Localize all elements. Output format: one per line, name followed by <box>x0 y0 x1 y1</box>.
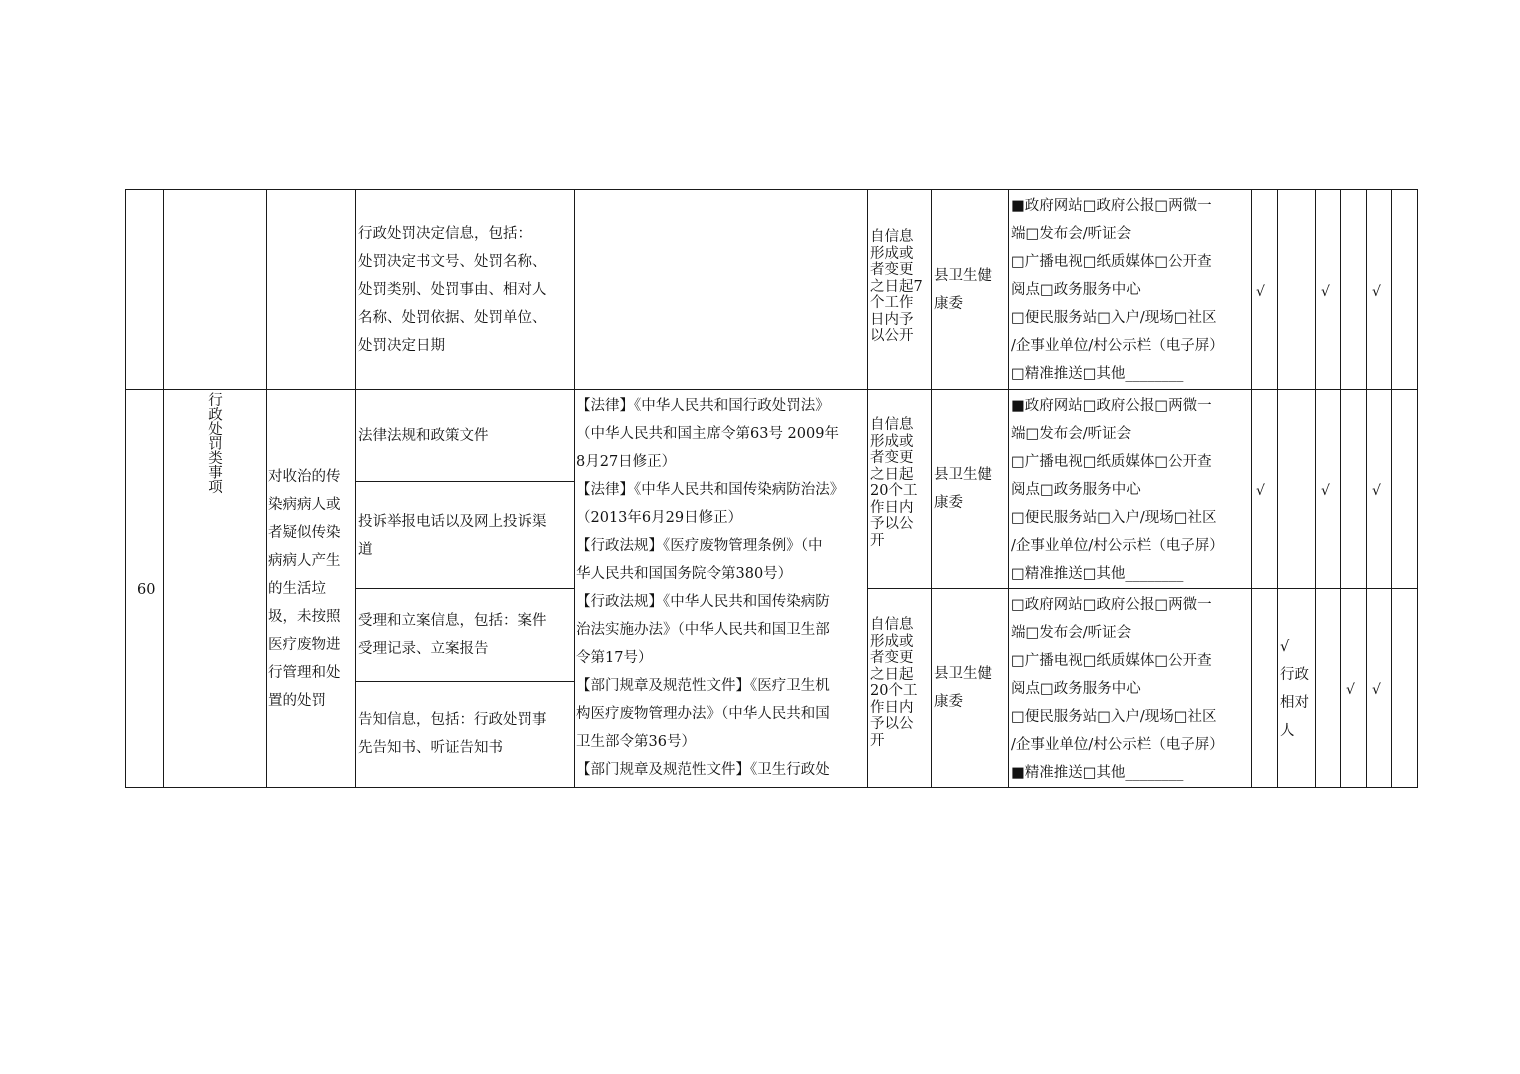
col-line <box>1315 189 1316 788</box>
disclosure-content: 行政处罚决定信息，包括： 处罚决定书文号、处罚名称、 处罚类别、处罚事由、相对人 名称、处罚依据、处罚单位、 处罚决定日期 <box>358 226 547 354</box>
table-border-top <box>125 189 1418 190</box>
check-mark: √ <box>1321 284 1330 300</box>
col-line <box>1008 189 1009 788</box>
row-divider <box>125 389 1418 390</box>
check-mark: √ <box>1372 682 1381 698</box>
check-mark: √ <box>1256 483 1265 499</box>
disclosure-channel: □政府网站□政府公报□两微一 端□发布会/听证会 □广播电视□纸质媒体□公开查 阅点□政务服务中心 □便民服务站□入户/现场□社区 /企事业单位/村公示栏（电子屏） ■精准推送□其他________ <box>1011 597 1224 781</box>
disclosure-scope: √ 行政 相对 人 <box>1280 639 1309 739</box>
disclosure-content: 告知信息，包括：行政处罚事 先告知书、听证告知书 <box>358 712 547 756</box>
subrow-divider <box>355 481 574 482</box>
check-mark: √ <box>1346 682 1355 698</box>
check-mark: √ <box>1321 483 1330 499</box>
check-mark: √ <box>1372 483 1381 499</box>
disclosure-channel: ■政府网站□政府公报□两微一 端□发布会/听证会 □广播电视□纸质媒体□公开查 阅点□政务服务中心 □便民服务站□入户/现场□社区 /企事业单位/村公示栏（电子屏） □精准推送□其他________ <box>1011 398 1224 582</box>
disclosure-content: 法律法规和政策文件 <box>358 428 489 444</box>
item-name: 对收治的传 染病病人或 者疑似传染 病病人产生 的生活垃 圾，未按照 医疗废物进 行管理和处 置的处罚 <box>268 469 341 709</box>
table-border-bottom <box>125 787 1418 788</box>
disclosure-subject: 县卫生健 康委 <box>934 666 992 710</box>
subrow-divider <box>355 681 574 682</box>
item-category: 行政处罚类事项 <box>206 392 222 494</box>
subrow-divider <box>867 588 1418 589</box>
disclosure-subject: 县卫生健 康委 <box>934 467 992 511</box>
subrow-divider <box>355 588 574 589</box>
table-border-right <box>1417 189 1418 788</box>
disclosure-channel: ■政府网站□政府公报□两微一 端□发布会/听证会 □广播电视□纸质媒体□公开查 阅点□政务服务中心 □便民服务站□入户/现场□社区 /企事业单位/村公示栏（电子屏） □精准推送□其他________ <box>1011 198 1224 382</box>
col-line <box>125 189 126 788</box>
check-mark: √ <box>1256 284 1265 300</box>
col-line <box>1391 189 1392 788</box>
disclosure-content: 投诉举报电话以及网上投诉渠 道 <box>358 514 547 558</box>
col-line <box>1277 189 1278 788</box>
col-line <box>574 189 575 788</box>
col-line <box>1251 189 1252 788</box>
disclosure-time-limit: 自信息 形成或 者变更 之日起 20个工 作日内 予以公 开 <box>870 617 918 749</box>
disclosure-subject: 县卫生健 康委 <box>934 268 992 312</box>
disclosure-time-limit: 自信息 形成或 者变更 之日起 20个工 作日内 予以公 开 <box>870 417 918 549</box>
col-line <box>1340 189 1341 788</box>
col-line <box>163 189 164 788</box>
col-line <box>266 189 267 788</box>
disclosure-content: 受理和立案信息，包括：案件 受理记录、立案报告 <box>358 613 547 657</box>
col-line <box>1366 189 1367 788</box>
check-mark: √ <box>1372 284 1381 300</box>
item-number: 60 <box>137 582 156 598</box>
disclosure-time-limit: 自信息 形成或 者变更 之日起7 个工作 日内予 以公开 <box>870 229 923 344</box>
disclosure-basis: 【法律】《中华人民共和国行政处罚法》 （中华人民共和国主席令第63号 2009年 8月27日修正） 【法律】《中华人民共和国传染病防治法》 （2013年6月29日修正） 【行政法规】《医疗废物管理条例》（中 华人民共和国国务院令第380号） 【行政法规】《中华人民共和国传染病防 治法实施办法》（中华人民共和国卫生部 令第17号） 【部门规章及规范性文件】《医疗卫生机 构医疗废物管理办法》（中华人民共和国 卫生部令第36号） 【部门规章及规范性文件】《卫生行政处 <box>576 398 845 778</box>
col-line <box>355 189 356 788</box>
